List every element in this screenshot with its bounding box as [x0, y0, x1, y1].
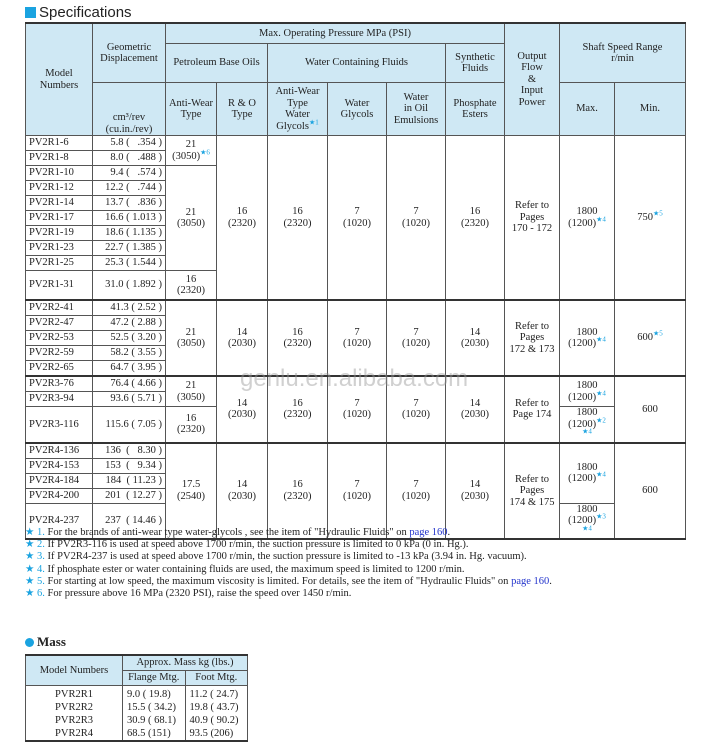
spec-value-cell [560, 376, 615, 407]
page-link[interactable]: page 160 [409, 527, 448, 538]
watermark: genlu.en.alibaba.com [240, 365, 469, 392]
footnote [25, 539, 552, 551]
spec-value-cell [505, 376, 560, 443]
cell-text: 18.6 ( 1.135 ) [105, 227, 162, 239]
cell-text: 14 (2030) [228, 397, 256, 421]
footnote-text: For pressure above 16 MPa (2320 PSI), raise the speed over 1450 r/min. [47, 588, 352, 600]
spec-value-cell [505, 136, 560, 301]
cell-text: 7 (1020) [343, 326, 371, 349]
model-number-cell [26, 241, 93, 256]
model-number-cell [26, 181, 93, 196]
flange-mass-cell: 30.9 ( 68.1) [123, 714, 186, 727]
model-number-cell [26, 226, 93, 241]
footnote-text: For starting at low speed, the maximum viscosity is limited. For details, see the item of "Hydraulic Fluids" on [47, 575, 512, 587]
footnotes [25, 527, 552, 600]
spec-value-cell [446, 443, 505, 540]
cell-text: 21 (3050) [177, 380, 205, 403]
header-min: Min. [615, 83, 686, 136]
cell-text: PV2R4-184 [29, 474, 80, 486]
displacement-cell [93, 316, 166, 331]
cell-text: 14 (2030) [228, 326, 256, 349]
footnote-star: ★4 [596, 389, 606, 397]
cell-text: 14 (2030) [461, 326, 489, 349]
model-number-cell [26, 151, 93, 166]
table-row [26, 300, 686, 316]
spec-value-cell [615, 376, 686, 443]
displacement-cell [93, 346, 166, 361]
page-link[interactable]: page 160 [511, 575, 550, 587]
cell-text: 7 (1020) [402, 326, 430, 349]
cell-text: 16 (2320) [461, 206, 489, 229]
specifications-body [26, 136, 686, 540]
cell-text: 52.5 ( 3.20 ) [110, 332, 162, 344]
cell-text: Refer to Pages 170 - 172 [511, 200, 553, 235]
mass-model-cell: PVR2R1 [26, 686, 123, 702]
spec-value-cell [328, 300, 387, 376]
cell-text: PV2R4-237 [29, 515, 80, 526]
cell-text: PV2R3-116 [29, 418, 79, 430]
cell-text: 64.7 ( 3.95 ) [110, 362, 162, 374]
cell-text: 1800 (1200) [568, 206, 598, 229]
cell-text: 7 (1020) [402, 397, 430, 421]
spec-value-cell [387, 443, 446, 540]
footnote-star: ★1 [308, 118, 319, 126]
spec-value-cell [328, 376, 387, 443]
model-number-cell [26, 473, 93, 488]
footnote-end: . [549, 575, 552, 587]
displacement-cell [93, 376, 166, 392]
cell-text: PV2R1-14 [29, 197, 74, 209]
flange-mass-cell: 15.5 ( 34.2) [123, 701, 186, 714]
cell-text: PV2R1-8 [29, 152, 69, 164]
cell-text: 14 (2030) [461, 479, 489, 502]
cell-text: 16 (2320) [283, 397, 312, 421]
spec-value-cell [615, 136, 686, 301]
foot-mass-cell: 19.8 ( 43.7) [185, 701, 248, 714]
cell-text: PV2R2-41 [29, 302, 74, 314]
cell-text: PV2R1-6 [29, 137, 69, 149]
header-ro: R & O Type [217, 83, 268, 136]
header-pressure: Max. Operating Pressure MPa (PSI) [166, 23, 505, 44]
model-number-cell [26, 166, 93, 181]
spec-value-cell [446, 136, 505, 301]
circle-bullet-icon [25, 638, 34, 647]
cell-text: 14 (2030) [228, 479, 256, 502]
table-row [26, 727, 248, 741]
header-output: Output Flow & Input Power [505, 23, 560, 136]
cell-text: 7 (1020) [343, 479, 371, 502]
cell-text: Refer to Pages 174 & 175 [509, 473, 555, 508]
model-number-cell [26, 136, 93, 151]
cell-text: 1800 (1200) [568, 461, 598, 484]
displacement-cell [93, 136, 166, 151]
spec-value-cell [615, 443, 686, 540]
cell-text: PV2R1-10 [29, 167, 74, 179]
cell-text: 136 ( 8.30 ) [105, 444, 162, 456]
cell-text: 21 (3050) [177, 326, 205, 349]
cell-text: PV2R1-25 [29, 257, 74, 269]
cell-text: 9.4 ( .574 ) [110, 167, 162, 179]
model-number-cell [26, 256, 93, 271]
cell-text: 76.4 ( 4.66 ) [110, 378, 162, 390]
cell-text: 41.3 ( 2.52 ) [110, 302, 162, 314]
star-icon: ★ 1. [25, 527, 48, 538]
model-number-cell [26, 458, 93, 473]
spec-value-cell [560, 300, 615, 376]
mass-table [25, 654, 248, 742]
cell-text: Refer to Pages 172 & 173 [509, 320, 555, 355]
star-icon: ★ 5. [25, 575, 48, 587]
section-title-specifications: Specifications [25, 4, 132, 21]
cell-text: PV2R4-136 [29, 444, 80, 456]
footnote-star: ★5 [652, 209, 663, 218]
spec-value-cell [560, 136, 615, 301]
cell-text: 31.0 ( 1.892 ) [105, 279, 162, 291]
cell-text: PV2R1-23 [29, 242, 74, 254]
spec-value-cell [387, 376, 446, 443]
cell-text: 7 (1020) [343, 397, 371, 421]
cell-text: 17.5 (2540) [177, 479, 205, 502]
spec-value-cell [615, 300, 686, 376]
cell-text: 16 (2320) [283, 206, 312, 229]
spec-value-cell [268, 136, 328, 301]
cell-text: 750 [637, 211, 653, 223]
footnote [25, 588, 552, 600]
cell-text: PV2R4-153 [29, 459, 80, 471]
cell-text: 201 ( 12.27 ) [105, 489, 162, 501]
cell-text: Refer to Page 174 [512, 397, 552, 421]
displacement-cell [93, 331, 166, 346]
spec-value-cell [166, 271, 217, 301]
cell-text: 21 (3050) [172, 139, 201, 162]
mass-header-flange: Flange Mtg. [123, 671, 186, 686]
displacement-cell [93, 443, 166, 459]
cell-text: 7 (1020) [402, 479, 430, 502]
footnote-star: ★6 [200, 148, 210, 156]
cell-text: 1800 (1200) [568, 503, 598, 526]
spec-value-cell [387, 300, 446, 376]
header-water-glycols: Water Glycols [328, 83, 387, 136]
spec-value-cell [505, 443, 560, 540]
footnote [25, 527, 552, 539]
footnote-star: ★3 ★4 [582, 512, 606, 532]
spec-value-cell [217, 443, 268, 540]
cell-text: PV2R4-200 [29, 489, 80, 501]
footnote-star: ★4 [596, 470, 606, 479]
spec-value-cell [166, 136, 217, 166]
cell-text: 16 (2320) [177, 273, 205, 296]
cell-text: 16 (2320) [283, 326, 312, 349]
cell-text: 7 (1020) [402, 206, 430, 229]
cell-text: 16 (2320) [177, 412, 205, 436]
header-displacement: Geometric Displacement [93, 23, 166, 83]
spec-value-cell [560, 407, 615, 443]
spec-value-cell [166, 376, 217, 407]
footnote-text: If PV2R4-237 is used at speed above 1700 r/min, the suction pressure is limited to -13 kPa (3.94 in. Hg. vacuum). [47, 551, 527, 563]
model-number-cell [26, 211, 93, 226]
header-max: Max. [560, 83, 615, 136]
foot-mass-cell: 93.5 (206) [185, 727, 248, 741]
spec-value-cell [166, 443, 217, 540]
spec-value-cell [505, 300, 560, 376]
cell-text: 93.6 ( 5.71 ) [110, 393, 162, 405]
spec-value-cell [387, 136, 446, 301]
header-shaft-speed: Shaft Speed Range r/min [560, 23, 686, 83]
table-row [26, 443, 686, 459]
spec-value-cell [446, 300, 505, 376]
cell-text: 25.3 ( 1.544 ) [105, 257, 162, 269]
displacement-cell [93, 166, 166, 181]
cell-text: PV2R1-12 [29, 182, 74, 194]
model-number-cell [26, 488, 93, 503]
displacement-cell [93, 361, 166, 377]
model-number-cell [26, 443, 93, 459]
cell-text: 5.8 ( .354 ) [110, 137, 162, 149]
model-number-cell [26, 271, 93, 301]
mass-header-model: Model Numbers [26, 655, 123, 686]
cell-text: 16.6 ( 1.013 ) [105, 212, 162, 224]
mass-header-foot: Foot Mtg. [185, 671, 248, 686]
cell-text: PV2R1-17 [29, 212, 74, 224]
spec-value-cell [268, 300, 328, 376]
foot-mass-cell: 11.2 ( 24.7) [185, 686, 248, 702]
footnote-text: If phosphate ester or water containing fluids are used, the maximum speed is limited to 1200 r/min. [47, 563, 465, 575]
cell-text: 47.2 ( 2.88 ) [110, 317, 162, 329]
cell-text: 22.7 ( 1.385 ) [105, 242, 162, 254]
footnote [25, 564, 552, 576]
model-number-cell [26, 300, 93, 316]
spec-value-cell [217, 300, 268, 376]
displacement-cell [93, 271, 166, 301]
header-anti-wear: Anti-Wear Type [166, 83, 217, 136]
spec-value-cell [166, 166, 217, 271]
specifications-table [25, 22, 686, 540]
displacement-cell [93, 256, 166, 271]
mass-model-cell: PVR2R2 [26, 701, 123, 714]
spec-value-cell [268, 376, 328, 443]
mass-model-cell: PVR2R3 [26, 714, 123, 727]
displacement-cell [93, 181, 166, 196]
spec-value-cell [217, 136, 268, 301]
spec-value-cell [217, 376, 268, 443]
displacement-cell [93, 300, 166, 316]
cell-text: 600 [637, 332, 653, 344]
table-row [26, 686, 248, 702]
cell-text: PV2R3-76 [29, 378, 74, 390]
cell-text: 21 (3050) [177, 206, 205, 229]
mass-body [26, 686, 248, 742]
displacement-cell [93, 196, 166, 211]
cell-text: 184 ( 11.23 ) [105, 474, 162, 486]
cell-text: 16 (2320) [283, 479, 312, 502]
table-row [26, 136, 686, 151]
displacement-cell [93, 473, 166, 488]
cell-text: 8.0 ( .488 ) [110, 152, 162, 164]
model-number-cell [26, 346, 93, 361]
cell-text: PV2R2-59 [29, 347, 74, 359]
model-number-cell [26, 361, 93, 377]
footnote-star: ★5 [652, 329, 663, 338]
displacement-cell [93, 151, 166, 166]
header-water-fluids: Water Containing Fluids [268, 44, 446, 83]
cell-text: PV2R1-19 [29, 227, 74, 239]
square-bullet-icon [25, 7, 36, 18]
header-petroleum: Petroleum Base Oils [166, 44, 268, 83]
foot-mass-cell: 40.9 ( 90.2) [185, 714, 248, 727]
footnote-end: . [447, 527, 451, 538]
table-row [26, 714, 248, 727]
cell-text: 1800 (1200) [568, 407, 598, 430]
model-number-cell [26, 196, 93, 211]
cell-text: 1800 (1200) [568, 326, 598, 349]
spec-value-cell [560, 503, 615, 539]
displacement-cell [93, 241, 166, 256]
header-aw-glycols: Anti-Wear Type Water Glycols$^{★1}$ [268, 83, 328, 136]
table-row [26, 376, 686, 392]
spec-value-cell [166, 407, 217, 443]
cell-text: 237 ( 14.46 ) [105, 515, 162, 526]
cell-text: 58.2 ( 3.55 ) [110, 347, 162, 359]
cell-text: 600 [642, 403, 658, 415]
footnote-star: ★4 [596, 335, 606, 344]
model-number-cell [26, 331, 93, 346]
header-model: Model Numbers [26, 23, 93, 136]
star-icon: ★ 2. [25, 539, 48, 551]
flange-mass-cell: 9.0 ( 19.8) [123, 686, 186, 702]
model-number-cell [26, 392, 93, 407]
displacement-cell [93, 488, 166, 503]
cell-text: 1800 (1200) [568, 380, 598, 403]
section-title-mass: Mass [25, 634, 66, 650]
displacement-cell [93, 211, 166, 226]
cell-text: 600 [642, 485, 658, 496]
mass-header-mass: Approx. Mass kg (lbs.) [123, 655, 248, 671]
table-row [26, 701, 248, 714]
cell-text: PV2R2-53 [29, 332, 74, 344]
cell-text: PV2R1-31 [29, 279, 74, 291]
cell-text: 7 (1020) [343, 206, 371, 229]
footnote-star: ★2 ★4 [582, 416, 606, 436]
spec-value-cell [166, 300, 217, 376]
footnote [25, 551, 552, 563]
model-number-cell [26, 376, 93, 392]
spec-value-cell [328, 136, 387, 301]
spec-value-cell [560, 443, 615, 504]
footnote-text: If PV2R3-116 is used at speed above 1700 r/min, the suction pressure is limited to 0 kPa (0 in. Hg.). [47, 539, 469, 551]
model-number-cell [26, 316, 93, 331]
header-phosphate: Phosphate Esters [446, 83, 505, 136]
displacement-cell [93, 458, 166, 473]
footnote-star: ★4 [596, 215, 606, 223]
cell-text: 16 (2320) [228, 206, 256, 229]
footnote [25, 576, 552, 588]
cell-text: 115.6 ( 7.05 ) [105, 418, 162, 430]
cell-text: PV2R3-94 [29, 393, 74, 405]
cell-text: 12.2 ( .744 ) [105, 182, 162, 194]
header-water-oil: Water in Oil Emulsions [387, 83, 446, 136]
footnote-text: For the brands of anti-wear type water-glycols , see the item of "Hydraulic Fluids" on [47, 527, 410, 538]
displacement-cell [93, 226, 166, 241]
model-number-cell [26, 407, 93, 443]
cell-text: PV2R2-65 [29, 362, 74, 374]
cell-text: 153 ( 9.34 ) [105, 459, 162, 471]
star-icon: ★ 4. [25, 563, 48, 575]
mass-model-cell: PVR2R4 [26, 727, 123, 741]
spec-value-cell [268, 443, 328, 540]
displacement-cell [93, 407, 166, 443]
cell-text: 13.7 ( .836 ) [105, 197, 162, 209]
spec-value-cell [446, 376, 505, 443]
header-synthetic: Synthetic Fluids [446, 44, 505, 83]
star-icon: ★ 3. [25, 551, 48, 563]
spec-value-cell [328, 443, 387, 540]
flange-mass-cell: 68.5 (151) [123, 727, 186, 741]
cell-text: PV2R2-47 [29, 317, 74, 329]
displacement-cell [93, 392, 166, 407]
cell-text: 14 (2030) [461, 397, 489, 421]
star-icon: ★ 6. [25, 588, 48, 600]
header-displacement-unit: cm³/rev (cu.in./rev) [93, 83, 166, 136]
